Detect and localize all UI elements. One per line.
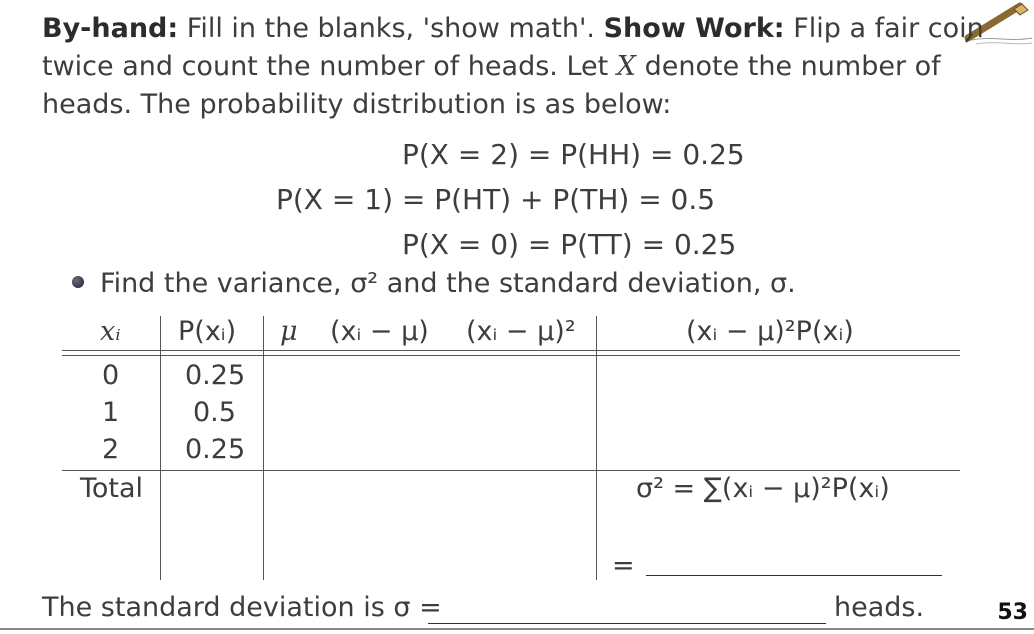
by-hand-label: By-hand: [42,13,179,44]
variance-answer-blank[interactable] [646,575,942,576]
equation-x1: P(X = 1) = P(HT) + P(TH) = 0.5 [276,183,716,216]
bullet-icon [72,276,84,288]
row-0-x: 0 [102,360,120,391]
bullet-text: Find the variance, σ² and the standard deviation, σ. [100,268,796,299]
header-xi: xᵢ [100,316,121,347]
column-divider-1 [160,316,161,580]
bottom-rule [0,628,1034,630]
bullet-item [72,268,796,299]
column-divider-3 [596,316,597,580]
header-xi-minus-mu-sq: (xᵢ − μ)² [466,316,576,347]
header-mu: μ [280,316,298,347]
row-1-x: 1 [102,397,120,428]
intro-text-end: denote the number of heads. The probability distribution is as below: [42,51,941,120]
show-work-label: Show Work: [603,13,785,44]
equation-x2: P(X = 2) = P(HH) = 0.25 [402,138,745,171]
row-2-p: 0.25 [185,434,246,465]
variance-formula: σ² = ∑(xᵢ − μ)²P(xᵢ) [636,473,890,504]
row-0-p: 0.25 [185,360,246,391]
column-divider-2 [263,316,264,580]
sd-prefix: The standard deviation is σ = [42,592,442,623]
by-hand-text: Fill in the blanks, 'show math'. [178,13,604,44]
header-xi-minus-mu: (xᵢ − μ) [330,316,429,347]
show-work-text: Flip a fair coin twice and count the number of heads. Let [42,13,984,82]
row-2-x: 2 [102,434,120,465]
header-product: (xᵢ − μ)²P(xᵢ) [686,316,854,347]
header-rule-bottom [62,355,960,356]
page-number: 53 [997,600,1028,625]
intro-paragraph [42,10,1002,124]
header-rule-top [62,350,960,351]
sd-answer-blank[interactable] [428,623,826,624]
sd-suffix: heads. [834,592,925,623]
equation-x0: P(X = 0) = P(TT) = 0.25 [402,228,737,261]
header-pxi: P(xᵢ) [178,316,237,347]
row-1-p: 0.5 [193,397,236,428]
total-label: Total [80,473,144,504]
var-x: X [616,51,637,82]
total-rule [62,470,960,471]
variance-equals: = [612,550,635,581]
